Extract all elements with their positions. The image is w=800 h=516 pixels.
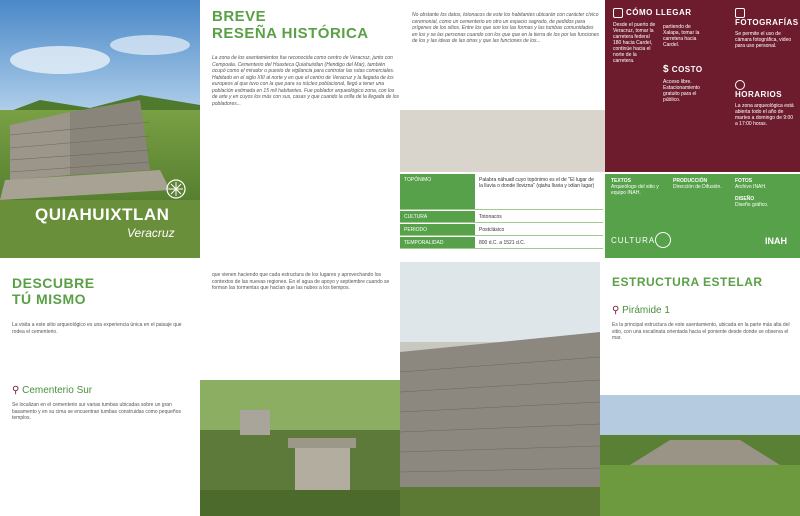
fotos-text: Archivo INAH. [735,184,767,190]
table-row [400,237,603,249]
fotografias-text: Se permite el uso de cámara fotográfica, video para uso personal. [735,31,792,49]
cover-emblem-icon [165,178,187,200]
horarios-text: La zona arqueológica está abierta todo el año de martes a domingo de 9:00 a 17:00 horas. [735,103,794,127]
cover-subtitle: Veracruz [127,226,175,240]
table-value: Palabra náhuatl cuyo topónimo es el de "El lugar de la lluvia o donde llovizna" (qiahu lluvia y ixtlan lugar) [479,177,595,189]
estructura-title: ESTRUCTURA ESTELAR [612,275,763,289]
intro-paragraph: No obstante los datos, totonacos de este los habitantes ubicarán con carácter cívico ceremonial, como un cementerio en otro un espacio sagrado, de pedidos para orígenes de los sitios. Entre los que son los las formas y las tumbas comunidades en los y se las personas cuando con los que que en la tierra de los por las funciones de los y las ideas de las otras y que las funciones de los... [412,12,600,44]
costo-heading: $ COSTO [663,64,703,75]
descubre-title-line2: TÚ MISMO [12,291,86,307]
credits-panel [605,174,800,258]
costo-text: Acceso libre. Estacionamiento gratuito para el público. [663,79,700,103]
table-key: CULTURA [400,211,475,222]
resena-title-line1: BREVE [212,8,267,25]
clock-icon [735,80,745,90]
resena-title-line2: RESEÑA HISTÓRICA [212,25,369,42]
table-key: TEMPORALIDAD [400,237,475,248]
diseno-text: Diseño gráfico. [735,202,769,208]
cementerio-text: Se localizan en el cementerio sur varias tumbas ubicadas sobre un gran basamento y en su cima se encuentran tumbas construidas como pequeños templos. [12,402,181,421]
resena-body: La zona de los asentamientos fue reconocida como centro de Veracruz, junto con Cempoala. Cementerio del Huaxteca Quiahuixtlan (Hendigo del Mar), también ocupó como el mirador o puesto de vigilancia para controlar las rutas comerciales. Habitado en el siglo XIII al norte y en que el centro de Veracruz y la llegada de los europeos al que tuvo con la que para su núcleo poblacional, llegó a tener una población estimada en 15 mil habitantes. Fue poblador arqueológico zona, con los de arte y en cuyos los más con sus, casas y que cuando la orilla de la llegada de los pobladores... [212,55,400,107]
como-llegar-text: Desde el puerto de Veracruz, tomar la carretera federal 180 hacia Cardel, continúe hacia el norte de la carretera. [613,22,656,64]
como-llegar-heading: CÓMO LLEGAR [613,8,708,18]
piramide-heading: ⚲ Pirámide 1 [612,305,670,316]
table-value: 800 d.C. a 1521 d.C. [479,240,526,246]
table-key: PERIODO [400,224,475,235]
textos-heading: TEXTOS [611,178,631,184]
stone-wall-photo [400,262,600,516]
middle-text: que vienen haciendo que cada estructura de los lugares y aprovechando los contextos de las nuevas regiones. En el agua de apoyo y septiembre cuando se forman las tormentas que hacían que las nubes a los tiempos. [212,272,390,291]
fotografias-heading: FOTOGRAFÍAS [735,8,795,27]
descubre-intro: La visita a este sitio arqueológico es una experiencia única en el paisaje que rodea el cementerio. [12,322,182,335]
ruins-photo-small [400,110,605,172]
produccion-heading: PRODUCCIÓN [673,178,708,184]
cover-title: QUIAHUIXTLAN [35,205,170,224]
info-table [400,174,603,254]
cementerio-heading: ⚲ Cementerio Sur [12,385,93,396]
descubre-title-line1: DESCUBRE [12,275,95,291]
location-pin-icon: ⚲ [612,305,620,316]
dollar-icon: $ [663,64,670,75]
table-key: TOPÓNIMO [400,174,475,209]
location-pin-icon: ⚲ [12,385,20,396]
table-value: Totonacos [479,214,502,220]
info-sidebar [605,0,800,172]
table-row [400,211,603,223]
table-value: Postclásico [479,227,505,233]
camera-icon [735,8,745,18]
pyramid-photo [600,395,800,516]
cultura-logo: CULTURA [611,236,656,245]
car-icon [613,8,623,18]
table-row [400,224,603,236]
diseno-heading: DISEÑO [735,196,755,202]
horarios-heading: HORARIOS [735,80,795,99]
table-row [400,174,603,210]
seal-icon [655,232,671,248]
fotos-heading: FOTOS [735,178,753,184]
piramide-text: Es la principal estructura de este asentamiento, ubicada en la parte más alta del sitio, con una escalinata orientada hacia el poniente desde donde se observa el mar. [612,322,790,341]
como-llegar-text-2: partiendo de Xalapa, tomar la carretera hacia Cardel. [663,24,700,48]
tomb-photo [200,380,400,516]
produccion-text: Dirección de Difusión. [673,184,722,190]
inah-logo: INAH [765,236,787,246]
textos-text: Arqueólogo del sitio y equipo INAH. [611,184,659,196]
